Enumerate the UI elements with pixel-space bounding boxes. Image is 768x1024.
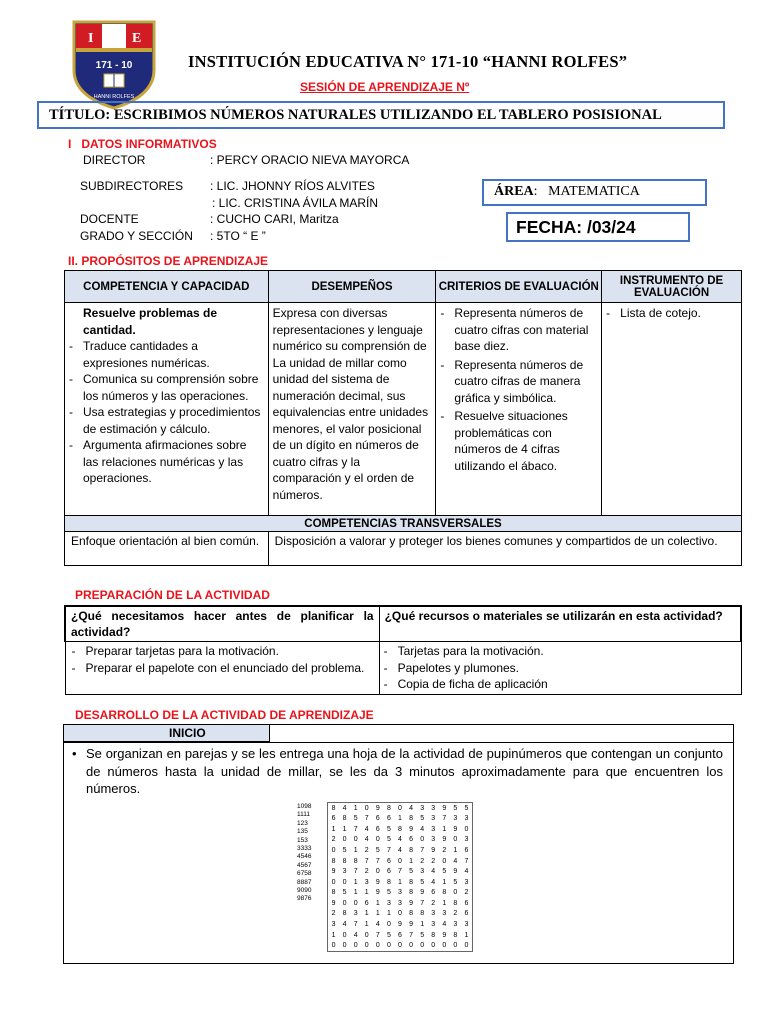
session-title: SESIÓN DE APRENDIZAJE Nº xyxy=(300,80,470,94)
grid-cell: 3 xyxy=(431,804,436,812)
grid-cell: 5 xyxy=(386,889,391,897)
grid-cell: 3 xyxy=(442,910,447,918)
grid-cell: 3 xyxy=(353,910,358,918)
grid-cell: 0 xyxy=(375,942,380,950)
grid-cell: 3 xyxy=(342,868,347,876)
grid-cell: 6 xyxy=(364,899,369,907)
grid-cell: 0 xyxy=(353,942,358,950)
grid-cell: 7 xyxy=(353,868,358,876)
grid-cell: 0 xyxy=(342,836,347,844)
grid-cell: 6 xyxy=(386,815,391,823)
area-separator: : xyxy=(533,184,538,199)
grid-cell: 6 xyxy=(409,836,414,844)
grid-cell: 3 xyxy=(464,836,469,844)
logo-letter-i: I xyxy=(88,31,94,46)
grid-cell: 6 xyxy=(375,815,380,823)
grid-cell: 5 xyxy=(453,804,458,812)
header-competencia: COMPETENCIA Y CAPACIDAD xyxy=(65,271,269,303)
grid-cell: 8 xyxy=(386,804,391,812)
lesson-title-box: TÍTULO: ESCRIBIMOS NÚMEROS NATURALES UTILIZANDO EL TABLERO POSISIONAL xyxy=(37,101,725,129)
grid-cell: 5 xyxy=(342,889,347,897)
grid-cell: 7 xyxy=(420,899,425,907)
grid-cell: 8 xyxy=(386,878,391,886)
grid-cell: 2 xyxy=(331,910,336,918)
grid-cell: 4 xyxy=(353,931,358,939)
grid-cell: 1 xyxy=(353,847,358,855)
criterios-list xyxy=(438,305,598,474)
pupinumeros-grid xyxy=(327,802,473,952)
grid-cell: 1 xyxy=(353,804,358,812)
grid-cell: 7 xyxy=(364,815,369,823)
grid-cell: 5 xyxy=(386,931,391,939)
grid-cell: 8 xyxy=(409,815,414,823)
grid-cell: 1 xyxy=(353,889,358,897)
grid-cell: 8 xyxy=(409,847,414,855)
grid-cell: 9 xyxy=(453,825,458,833)
grid-cell: 9 xyxy=(420,889,425,897)
transversales-header: COMPETENCIAS TRANSVERSALES xyxy=(65,516,742,532)
grid-cell: 9 xyxy=(442,931,447,939)
header-desempenos: DESEMPEÑOS xyxy=(268,271,436,303)
grid-cell: 0 xyxy=(375,868,380,876)
target-number: 4567 xyxy=(297,861,312,869)
grid-cell: 3 xyxy=(431,815,436,823)
question-resources: ¿Qué recursos o materiales se utilizarán en esta actividad? xyxy=(379,606,741,642)
grid-cell: 8 xyxy=(442,889,447,897)
grid-cell: 6 xyxy=(464,910,469,918)
grid-cell: 8 xyxy=(353,857,358,865)
grid-cell: 5 xyxy=(420,931,425,939)
grid-cell: 1 xyxy=(364,910,369,918)
grid-cell: 6 xyxy=(464,847,469,855)
grid-cell: 4 xyxy=(420,825,425,833)
grid-cell: 1 xyxy=(453,847,458,855)
docente-value: : CUCHO CARI, Maritza xyxy=(210,212,339,226)
criterios-cell xyxy=(436,303,602,516)
grid-cell: 1 xyxy=(420,921,425,929)
grid-cell: 6 xyxy=(464,899,469,907)
target-number: 3333 xyxy=(297,845,312,853)
grid-cell: 3 xyxy=(398,899,402,907)
grid-cell: 1 xyxy=(442,878,447,886)
grid-cell: 7 xyxy=(398,868,402,876)
inicio-text-content: Se organizan en parejas y se les entrega una hoja de la actividad de pupinúmeros que contengan un conjunto de números hasta la unidad de millar, se les da 3 minutos aproximadamente para que encuentren los números. xyxy=(86,746,723,796)
grid-cell: 3 xyxy=(420,868,425,876)
grid-cell: 0 xyxy=(409,942,414,950)
pupinumeros-list xyxy=(297,803,311,904)
grid-cell: 0 xyxy=(342,878,347,886)
grid-cell: 5 xyxy=(420,815,425,823)
grid-cell: 4 xyxy=(398,847,402,855)
grid-cell: 1 xyxy=(409,857,414,865)
grado-label: GRADO Y SECCIÓN xyxy=(80,229,193,243)
capacidades-list xyxy=(67,338,265,487)
grid-cell: 6 xyxy=(331,815,336,823)
grid-cell: 6 xyxy=(375,825,380,833)
grid-cell: 5 xyxy=(386,836,391,844)
grid-cell: 0 xyxy=(398,857,402,865)
grid-cell: 0 xyxy=(386,942,391,950)
grid-cell: 2 xyxy=(420,857,425,865)
target-number: 8887 xyxy=(297,878,312,886)
grid-cell: 8 xyxy=(409,878,414,886)
grid-cell: 3 xyxy=(453,815,458,823)
target-number: 4546 xyxy=(297,853,312,861)
grid-cell: 2 xyxy=(442,847,447,855)
grid-cell: 7 xyxy=(420,847,425,855)
grid-cell: 7 xyxy=(409,931,414,939)
grid-cell: 8 xyxy=(398,825,402,833)
list-item: - Representa números de cuatro cifras de manera gráfica y simbólica. xyxy=(438,357,598,407)
grid-cell: 7 xyxy=(353,825,358,833)
disposicion-cell: Disposición a valorar y proteger los bienes comunes y compartidos de un colectivo. xyxy=(268,532,741,566)
grid-cell: 6 xyxy=(386,868,391,876)
grid-cell: 4 xyxy=(464,868,469,876)
grid-cell: 8 xyxy=(331,857,336,865)
grid-cell: 9 xyxy=(442,836,447,844)
grid-cell: 7 xyxy=(353,921,358,929)
grid-cell: 8 xyxy=(453,931,458,939)
grid-cell: 4 xyxy=(364,836,369,844)
grid-cell: 0 xyxy=(420,836,425,844)
logo-number: 171 - 10 xyxy=(95,60,133,71)
grid-cell: 8 xyxy=(409,889,414,897)
target-number: 123 xyxy=(297,819,308,827)
grid-cell: 0 xyxy=(386,921,391,929)
target-number: 135 xyxy=(297,828,308,836)
grid-cell: 3 xyxy=(453,921,458,929)
grid-cell: 0 xyxy=(442,942,447,950)
grid-cell: 2 xyxy=(331,836,336,844)
list-item: - Argumenta afirmaciones sobre las relaciones numéricas y las operaciones. xyxy=(67,437,265,487)
grid-cell: 7 xyxy=(375,857,380,865)
grid-cell: 1 xyxy=(398,815,402,823)
fecha-box: FECHA: /03/24 xyxy=(506,212,690,242)
grid-cell: 5 xyxy=(420,878,425,886)
grid-cell: 6 xyxy=(386,857,391,865)
grid-cell: 1 xyxy=(331,931,336,939)
grid-cell: 8 xyxy=(420,910,425,918)
grid-cell: 9 xyxy=(453,868,458,876)
grid-cell: 3 xyxy=(420,804,425,812)
target-number: 6758 xyxy=(297,870,312,878)
propositos-table xyxy=(64,270,742,566)
list-item: - Copia de ficha de aplicación xyxy=(382,676,738,693)
grid-cell: 8 xyxy=(431,931,436,939)
grid-cell: 5 xyxy=(342,847,347,855)
grid-cell: 7 xyxy=(386,847,391,855)
grid-cell: 4 xyxy=(342,921,347,929)
area-label: ÁREA xyxy=(494,184,534,199)
list-item: - Resuelve situaciones problemáticas con números de 4 cifras utilizando el ábaco. xyxy=(438,408,598,474)
grid-cell: 8 xyxy=(342,857,347,865)
list-item: - Preparar tarjetas para la motivación. xyxy=(70,643,376,660)
grid-cell: 0 xyxy=(442,857,447,865)
target-number: 9090 xyxy=(297,887,312,895)
grid-cell: 0 xyxy=(453,942,458,950)
grid-cell: 3 xyxy=(464,878,469,886)
grid-cell: 4 xyxy=(375,921,380,929)
grid-cell: 3 xyxy=(386,899,391,907)
grid-cell: 9 xyxy=(331,899,336,907)
header-criterios: CRITERIOS DE EVALUACIÓN xyxy=(436,271,602,303)
grid-cell: 0 xyxy=(398,942,402,950)
grid-cell: 2 xyxy=(464,889,469,897)
grado-value: : 5TO “ E ” xyxy=(210,229,266,243)
grid-cell: 5 xyxy=(386,825,391,833)
grid-cell: 0 xyxy=(342,931,347,939)
docente-label: DOCENTE xyxy=(80,212,139,226)
grid-cell: 0 xyxy=(342,942,347,950)
answers-resources xyxy=(379,642,741,695)
list-item: - Papelotes y plumones. xyxy=(382,660,738,677)
preparacion-table xyxy=(64,605,742,695)
grid-cell: 3 xyxy=(364,878,369,886)
grid-cell: 8 xyxy=(331,889,336,897)
grid-cell: 5 xyxy=(442,868,447,876)
grid-cell: 7 xyxy=(464,857,469,865)
grid-cell: 8 xyxy=(409,910,414,918)
grid-cell: 0 xyxy=(331,847,336,855)
grid-cell: 9 xyxy=(375,889,380,897)
grid-cell: 0 xyxy=(353,836,358,844)
desempeno-cell: Expresa con diversas representaciones y lenguaje numérico su comprensión de La unidad de millar como unidad del sistema de numeración decimal, sus equivalencias entre unidades menores, el valor posicional de un dígito en números de cuatro cifras y la comparación y el orden de números. xyxy=(268,303,436,516)
grid-cell: 3 xyxy=(398,889,402,897)
grid-cell: 1 xyxy=(364,921,369,929)
competencia-title: Resuelve problemas de cantidad. xyxy=(83,306,218,337)
grid-cell: 3 xyxy=(464,921,469,929)
grid-cell: 4 xyxy=(431,878,436,886)
grid-cell: 0 xyxy=(431,942,436,950)
grid-cell: 0 xyxy=(398,804,402,812)
grid-cell: 7 xyxy=(375,931,380,939)
grid-cell: 2 xyxy=(364,847,369,855)
grid-cell: 5 xyxy=(375,847,380,855)
grid-cell: 0 xyxy=(353,899,358,907)
grid-cell: 2 xyxy=(453,910,458,918)
grid-cell: 1 xyxy=(331,825,336,833)
preparacion-heading: PREPARACIÓN DE LA ACTIVIDAD xyxy=(75,588,270,602)
list-item: - Preparar el papelote con el enunciado del problema. xyxy=(70,660,376,677)
datos-heading-text: DATOS INFORMATIVOS xyxy=(81,137,217,151)
grid-cell: 0 xyxy=(375,836,380,844)
answers-before xyxy=(65,642,379,695)
grid-cell: 9 xyxy=(409,921,414,929)
instrumento-cell xyxy=(602,303,742,516)
bullet-icon: • xyxy=(72,746,77,761)
grid-cell: 0 xyxy=(331,942,336,950)
director-label: DIRECTOR xyxy=(83,153,146,167)
grid-cell: 3 xyxy=(431,836,436,844)
competencia-cell xyxy=(65,303,269,516)
enfoque-cell: Enfoque orientación al bien común. xyxy=(65,532,269,566)
grid-cell: 1 xyxy=(464,931,469,939)
grid-cell: 0 xyxy=(364,942,369,950)
grid-cell: 4 xyxy=(409,804,414,812)
grid-cell: 3 xyxy=(431,910,436,918)
target-number: 1098 xyxy=(297,803,312,810)
grid-cell: 8 xyxy=(331,804,336,812)
grid-cell: 0 xyxy=(464,942,469,950)
list-item: - Traduce cantidades a expresiones numéricas. xyxy=(67,338,265,371)
list-item: - Comunica su comprensión sobre los números y las operaciones. xyxy=(67,371,265,404)
grid-cell: 7 xyxy=(442,815,447,823)
director-value: : PERCY ORACIO NIEVA MAYORCA xyxy=(210,153,410,167)
grid-cell: 0 xyxy=(398,910,402,918)
grid-cell: 9 xyxy=(375,878,380,886)
grid-cell: 2 xyxy=(364,868,369,876)
institution-title: INSTITUCIÓN EDUCATIVA N° 171-10 “HANNI ROLFES” xyxy=(188,52,628,71)
inicio-text xyxy=(72,745,723,798)
subdirectores-label: SUBDIRECTORES xyxy=(80,179,184,193)
target-number: 1111 xyxy=(297,811,311,819)
grid-cell: 0 xyxy=(464,825,469,833)
header-instrumento: INSTRUMENTO DE EVALUACIÓN xyxy=(602,271,742,303)
target-number: 9876 xyxy=(297,895,312,903)
grid-cell: 4 xyxy=(364,825,369,833)
grid-cell: 8 xyxy=(453,899,458,907)
list-item: - Representa números de cuatro cifras con material base diez. xyxy=(438,305,598,355)
grid-cell: 2 xyxy=(431,857,436,865)
grid-cell: 2 xyxy=(431,899,436,907)
grid-cell: 5 xyxy=(464,804,469,812)
datos-heading-num: I xyxy=(68,137,72,151)
area-box xyxy=(482,179,707,206)
grid-cell: 0 xyxy=(342,899,347,907)
grid-cell: 5 xyxy=(409,868,414,876)
target-number: 153 xyxy=(297,836,308,844)
grid-cell: 3 xyxy=(331,921,336,929)
subdirector-1-value: : LIC. JHONNY RÍOS ALVITES xyxy=(210,179,375,193)
grid-cell: 1 xyxy=(442,899,447,907)
list-item: - Lista de cotejo. xyxy=(604,305,738,322)
grid-cell: 9 xyxy=(331,868,336,876)
grid-cell: 0 xyxy=(453,889,458,897)
school-logo xyxy=(70,18,158,110)
desarrollo-heading: DESARROLLO DE LA ACTIVIDAD DE APRENDIZAJE xyxy=(75,708,374,722)
grid-cell: 9 xyxy=(409,825,414,833)
inicio-label: INICIO xyxy=(64,725,270,742)
grid-cell: 1 xyxy=(375,899,380,907)
grid-cell: 9 xyxy=(398,921,402,929)
grid-cell: 6 xyxy=(398,931,402,939)
grid-cell: 0 xyxy=(331,878,336,886)
logo-banner: HANNI ROLFES xyxy=(93,94,135,100)
grid-cell: 4 xyxy=(398,836,402,844)
grid-cell: 1 xyxy=(375,910,380,918)
datos-heading xyxy=(68,137,217,151)
grid-cell: 8 xyxy=(342,815,347,823)
grid-cell: 3 xyxy=(431,825,436,833)
grid-cell: 4 xyxy=(431,868,436,876)
grid-cell: 0 xyxy=(364,931,369,939)
grid-cell: 6 xyxy=(431,889,436,897)
grid-cell: 9 xyxy=(409,899,414,907)
grid-cell: 9 xyxy=(442,804,447,812)
grid-cell: 9 xyxy=(431,847,436,855)
grid-cell: 7 xyxy=(364,857,369,865)
grid-cell: 0 xyxy=(420,942,425,950)
grid-cell: 1 xyxy=(386,910,391,918)
grid-cell: 5 xyxy=(453,878,458,886)
grid-cell: 1 xyxy=(342,825,347,833)
subdirector-2-value: : LIC. CRISTINA ÁVILA MARÍN xyxy=(212,196,379,210)
grid-cell: 1 xyxy=(364,889,369,897)
grid-cell: 0 xyxy=(453,836,458,844)
list-item: - Tarjetas para la motivación. xyxy=(382,643,738,660)
grid-cell: 4 xyxy=(442,921,447,929)
grid-cell: 0 xyxy=(364,804,369,812)
propositos-heading: II. PROPÓSITOS DE APRENDIZAJE xyxy=(68,254,269,268)
grid-cell: 9 xyxy=(375,804,380,812)
grid-cell: 3 xyxy=(431,921,436,929)
grid-cell: 3 xyxy=(464,815,469,823)
area-value: MATEMATICA xyxy=(548,184,640,199)
grid-cell: 4 xyxy=(342,804,347,812)
grid-cell: 1 xyxy=(442,825,447,833)
question-before: ¿Qué necesitamos hacer antes de planificar la actividad? xyxy=(65,606,379,642)
grid-cell: 5 xyxy=(353,815,358,823)
logo-letter-e: E xyxy=(132,31,142,46)
list-item: - Usa estrategias y procedimientos de estimación y cálculo. xyxy=(67,404,265,437)
grid-cell: 1 xyxy=(398,878,402,886)
grid-cell: 1 xyxy=(353,878,358,886)
grid-cell: 8 xyxy=(342,910,347,918)
grid-cell: 4 xyxy=(453,857,458,865)
